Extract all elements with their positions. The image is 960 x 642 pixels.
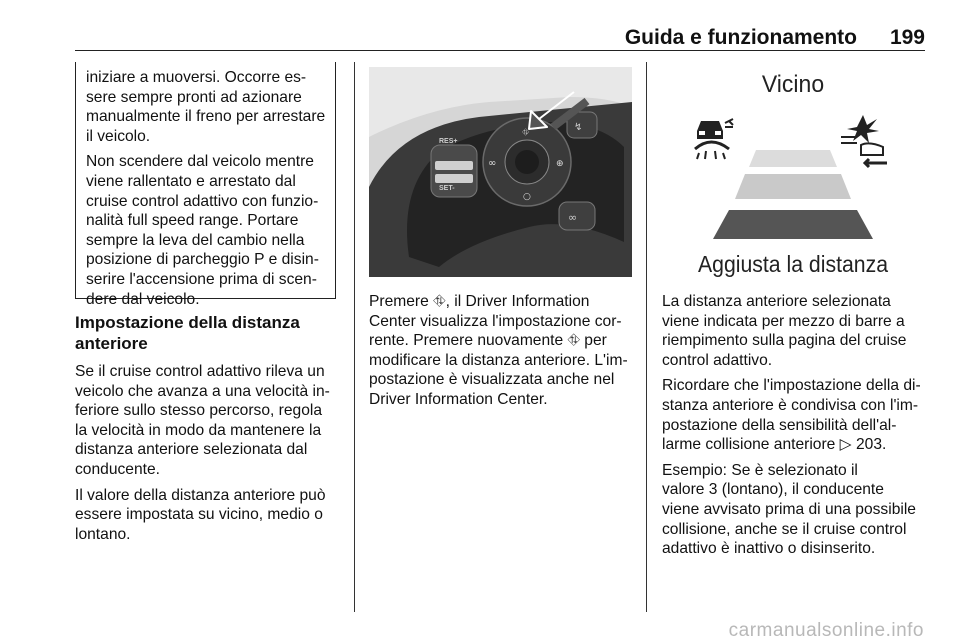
svg-text:↯: ↯ <box>574 122 583 133</box>
driver-information-display <box>661 67 925 277</box>
set-minus-label: SET- <box>439 185 455 192</box>
paragraph: La distanza anteriore selezionata viene indicata per mezzo di barre a riempimento sulla pagina del cruise control adattivo. <box>662 293 907 369</box>
page-header <box>75 22 925 51</box>
page-number: 199 <box>889 26 925 49</box>
notice-text-2: Non scendere dal veicolo mentre viene rallentato e arrestato dal cruise control adattivo con funzio- nalità full speed range. Portare sempre la leva del cambio nella posizione di parcheggio P e disin- serire l'accensione prima di scen- dere dal veicolo. <box>86 153 319 308</box>
section-title: Guida e funzionamento <box>624 26 857 49</box>
display-bottom-label: Aggiusta la distanza <box>698 251 889 277</box>
section-heading: Impostazione della distanza anteriore <box>75 313 300 353</box>
paragraph: Esempio: Se è selezionato il valore 3 (lontano), il conducente viene avvisato prima di una possibile collisione, anche se il cruise control adattivo è inattivo o disinserito. <box>662 461 916 558</box>
paragraph: Ricordare che l'impostazione della di- stanza anteriore è condivisa con l'im- postazione della sensibilità dell'al- larme collisione anteriore ▷ 203. <box>662 377 921 454</box>
svg-text:∞: ∞ <box>488 158 497 169</box>
vehicle-sensor-icon <box>695 119 733 159</box>
svg-text:∞: ∞ <box>568 211 578 224</box>
display-top-label: Vicino <box>761 70 825 98</box>
paragraph: Premere ⛗, il Driver Information Center visualizza l'impostazione cor- rente. Premere nuovamente ⛗ per modificare la distanza anteriore. L'im- postazione è visualizzata anche nel Driver Information Center. <box>369 293 628 408</box>
column-2-text <box>369 292 639 410</box>
watermark: carmanualsonline.info <box>728 620 924 641</box>
notice-box <box>75 62 336 308</box>
column-divider <box>354 62 355 612</box>
steering-wheel-illustration <box>369 67 632 277</box>
paragraph: Il valore della distanza anteriore può essere impostata su vicino, medio o lontano. <box>75 486 326 543</box>
notice-text-1: iniziare a muoversi. Occorre es- sere sempre pronti ad azionare manualmente il freno per arrestare il veicolo. <box>86 69 326 145</box>
distance-bar-3 <box>749 150 837 167</box>
collision-alert-icon <box>841 115 887 167</box>
svg-text:⊕: ⊕ <box>556 159 564 169</box>
res-plus-label: RES+ <box>439 138 458 145</box>
svg-text:○: ○ <box>523 192 531 202</box>
paragraph: Se il cruise control adattivo rileva un veicolo che avanza a una velocità in- feriore sullo stesso percorso, regola la velocità in modo da mantenere la distanza anteriore selezionata dal conducente. <box>75 363 330 478</box>
column-divider <box>646 62 647 612</box>
distance-bar-1 <box>713 210 873 239</box>
distance-bar-2 <box>735 174 851 199</box>
column-3-text <box>662 292 928 559</box>
svg-text:⛗: ⛗ <box>522 128 530 138</box>
column-1-text <box>75 312 347 544</box>
